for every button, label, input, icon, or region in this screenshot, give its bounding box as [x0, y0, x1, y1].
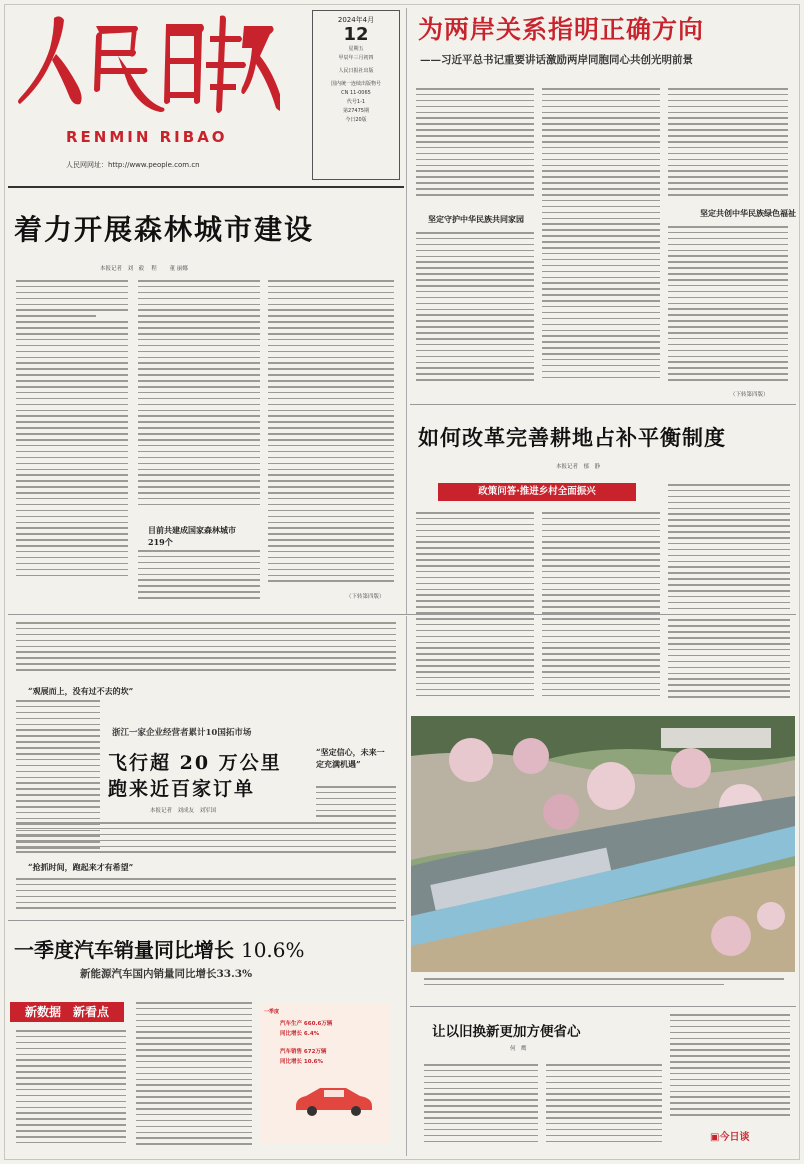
tradein-col-1 [424, 1064, 538, 1146]
strait-col-3b [668, 226, 788, 386]
flight-row [16, 822, 396, 858]
h1-subhead-b: 坚定共创中华民族绿色福祉 [700, 208, 796, 218]
strait-col-1 [416, 88, 534, 202]
car-icon [290, 1084, 378, 1118]
issue-code: 代号1-1 [346, 99, 366, 105]
infobox-line1: 汽车生产 660.6万辆 [280, 1021, 333, 1027]
headline-forest-city: 着力开展森林城市建设 [14, 213, 315, 246]
publisher: 人民日报社出版 [338, 68, 374, 74]
headline-farmland: 如何改革完善耕地占补平衡制度 [418, 425, 726, 450]
h2-continued: （下转第四版） [346, 594, 385, 600]
column-rule-top [406, 8, 407, 614]
masthead-website: 人民网网址：http://www.people.com.cn [66, 161, 200, 169]
serial-code: CN 11-0065 [341, 90, 371, 96]
today-icon: ▣ [710, 1132, 720, 1143]
headline-trade-in: 让以旧换新更加方便省心 [432, 1024, 581, 1040]
tradein-col-2 [546, 1064, 662, 1146]
issue-number: 第27475期 [343, 108, 369, 114]
photo-caption [424, 978, 794, 990]
masthead-rule [8, 186, 404, 188]
h3-policy-tag: 政策问答·推进乡村全面振兴 [438, 483, 636, 501]
h4-quote-1: “观展而上，没有过不去的坎” [28, 686, 134, 696]
headline-flight-b: 跑来近百家订单 [108, 778, 256, 800]
date-box [312, 10, 400, 180]
infobox-line3: 汽车销售 672万辆 [280, 1049, 327, 1055]
headline-cross-strait: 为两岸关系指明正确方向 [418, 15, 705, 44]
h2-byline: 本报记者 刘 毅 程 董 丽娜 [100, 266, 188, 272]
flight-tail [16, 878, 396, 916]
auto-col-1 [16, 1030, 126, 1146]
valley-photo [411, 716, 795, 972]
renmin-ribao-logo [14, 6, 280, 118]
date-day: 12 [343, 24, 369, 45]
farmland-col-2 [542, 512, 660, 700]
tradein-col-3 [670, 1014, 790, 1120]
section-rule-photo [410, 1006, 796, 1007]
infobox-line4: 同比增长 10.6% [280, 1059, 323, 1065]
h3-byline: 本报记者 郁 静 [556, 464, 601, 470]
h5-subtitle: 新能源汽车国内销量同比增长33.3% [80, 968, 253, 980]
h4-quote-2: “坚定信心，未来一定充满机遇” [316, 747, 385, 769]
section-rule-right [410, 404, 796, 405]
auto-infobox [260, 1004, 390, 1144]
date-weekday: 星期五 [348, 46, 364, 52]
new-data-tag: 新数据 新看点 [10, 1002, 124, 1022]
h6-byline: 何 鹰 [510, 1046, 527, 1052]
serial-code-label: 国内统一连续出版物号 [330, 81, 381, 87]
date-lunar: 甲辰年三月初四 [338, 55, 374, 61]
farmland-col-3 [668, 484, 790, 700]
h4-quote-3: “抢抓时间，跑起来才有希望” [28, 862, 134, 872]
flight-side [316, 786, 396, 820]
strait-col-2 [542, 88, 660, 392]
flight-lead [16, 622, 396, 678]
strait-col-3 [668, 88, 788, 198]
h4-byline: 本报记者 刘成友 刘军国 [150, 808, 217, 814]
masthead-roman: RENMIN RIBAO [66, 128, 228, 146]
headline-flight-a: 飞行超 20 万公里 [108, 752, 282, 774]
column-rule-bottom [406, 616, 407, 1156]
h4-pretitle: 浙江一家企业经营者累计10国拓市场 [112, 728, 252, 738]
forest-col-1 [16, 280, 128, 580]
auto-col-2 [136, 1002, 252, 1146]
forest-col-2b [138, 550, 260, 604]
page-count: 今日20版 [345, 117, 367, 123]
headline-auto-sales [14, 934, 305, 963]
farmland-col-1 [416, 512, 534, 700]
h2-subhead: 目前共建成国家森林城市219个 [148, 525, 236, 547]
forest-col-2 [138, 280, 260, 510]
forest-col-3 [268, 280, 394, 588]
strait-col-1b [416, 232, 534, 392]
date-year-month: 2024年4月 [337, 16, 375, 24]
infobox-line2: 同比增长 6.4% [280, 1031, 320, 1037]
infobox-head: 一季度 [264, 1009, 280, 1015]
h1-continued: （下转第四版） [730, 392, 769, 398]
today-column: ▣今日谈 [710, 1132, 750, 1143]
section-rule-lower [8, 920, 404, 921]
headline-cross-strait-sub: ——习近平总书记重要讲话激励两岸同胞同心共创光明前景 [420, 54, 693, 66]
h5-title-pct: 10.6% [240, 938, 305, 962]
h1-subhead-a: 坚定守护中华民族共同家园 [428, 214, 524, 224]
h5-title-main: 一季度汽车销量同比增长 [14, 938, 234, 962]
